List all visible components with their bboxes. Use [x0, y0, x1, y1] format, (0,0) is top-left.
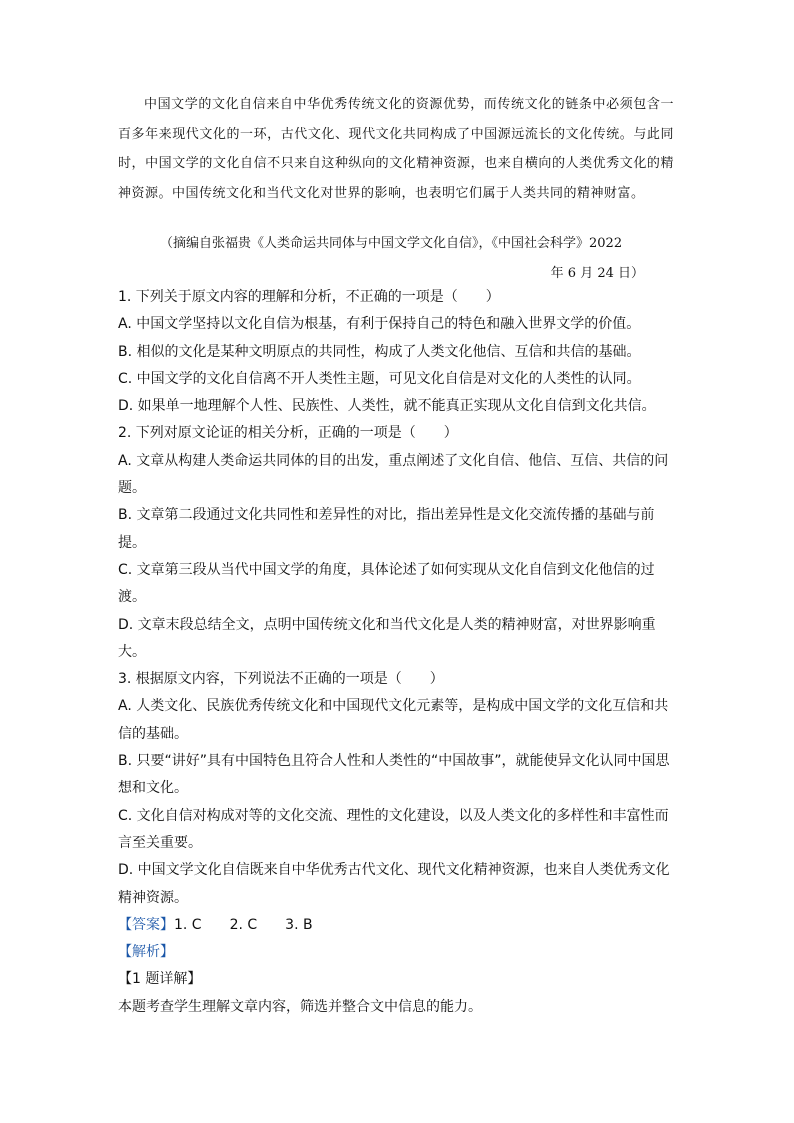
question-1-option-c: C. 中国文学的文化自信离不开人类性主题，可见文化自信是对文化的人类性的认同。: [118, 370, 641, 387]
q1-detail-label: 【1 题详解】: [118, 971, 202, 988]
source-line-1: （摘编自张福贵《人类命运共同体与中国文学文化自信》，《中国社会科学》2022: [160, 236, 623, 251]
question-3-option-b: B. 只要“讲好”具有中国特色且符合人性和人类性的“中国故事”，就能使异文化认同中国思想和文化。: [118, 753, 670, 797]
question-2-option-b: B. 文章第二段通过文化共同性和差异性的对比，指出差异性是文化交流传播的基础与前提。: [118, 507, 655, 551]
q1-detail-text: 本题考查学生理解文章内容，筛选并整合文中信息的能力。: [118, 998, 482, 1015]
answer-label: 【答案】: [118, 916, 174, 933]
answer-line: [118, 912, 678, 939]
question-2-option-a: A. 文章从构建人类命运共同体的目的出发，重点阐述了文化自信、他信、互信、共信的问题。: [118, 452, 669, 497]
question-3-stem: 3. 根据原文内容，下列说法不正确的一项是（ ）: [118, 671, 444, 688]
questions-section: [118, 284, 678, 1021]
source-line-2: 年 6 月 24 日）: [550, 265, 644, 281]
passage-paragraph: 中国文学的文化自信来自中华优秀传统文化的资源优势，而传统文化的链条中必须包含一百多年来现代文化的一环，古代文化、现代文化共同构成了中国源远流长的文化传统。与此同时，中国文学的文化自信不只来自这种纵向的文化精神资源，也来自横向的人类优秀文化的精神资源。中国传统文化和当代文化对世界的影响，也表明它们属于人类共同的精神财富。: [118, 97, 674, 201]
analysis-label: 【解析】: [118, 944, 174, 961]
question-3-option-d: D. 中国文学文化自信既来自中华优秀古代文化、现代文化精神资源，也来自人类优秀文化精神资源。: [118, 862, 670, 906]
question-1-option-a: A. 中国文学坚持以文化自信为根基，有利于保持自己的特色和融入世界文学的价值。: [118, 316, 641, 333]
answer-values: 1. C 2. C 3. B: [174, 916, 313, 933]
question-1-option-b: B. 相似的文化是某种文明原点的共同性，构成了人类文化他信、互信和共信的基础。: [118, 343, 641, 360]
question-2-option-c: C. 文章第三段从当代中国文学的角度，具体论述了如何实现从文化自信到文化他信的过渡。: [118, 561, 655, 606]
question-2-stem: 2. 下列对原文论证的相关分析，正确的一项是（ ）: [118, 425, 458, 442]
question-1-option-d: D. 如果单一地理解个人性、民族性、人类性，就不能真正实现从文化自信到文化共信。: [118, 398, 656, 415]
source-citation: [118, 229, 674, 288]
question-2-option-d: D. 文章末段总结全文，点明中国传统文化和当代文化是人类的精神财富，对世界影响重大。: [118, 616, 656, 660]
question-3-option-a: A. 人类文化、民族优秀传统文化和中国现代文化元素等，是构成中国文学的文化互信和共信的基础。: [118, 698, 669, 742]
question-1-stem: 1. 下列关于原文内容的理解和分析，不正确的一项是（ ）: [118, 289, 500, 305]
passage-excerpt: [118, 90, 674, 208]
question-3-option-c: C. 文化自信对构成对等的文化交流、理性的文化建设，以及人类文化的多样性和丰富性而言至关重要。: [118, 807, 669, 851]
